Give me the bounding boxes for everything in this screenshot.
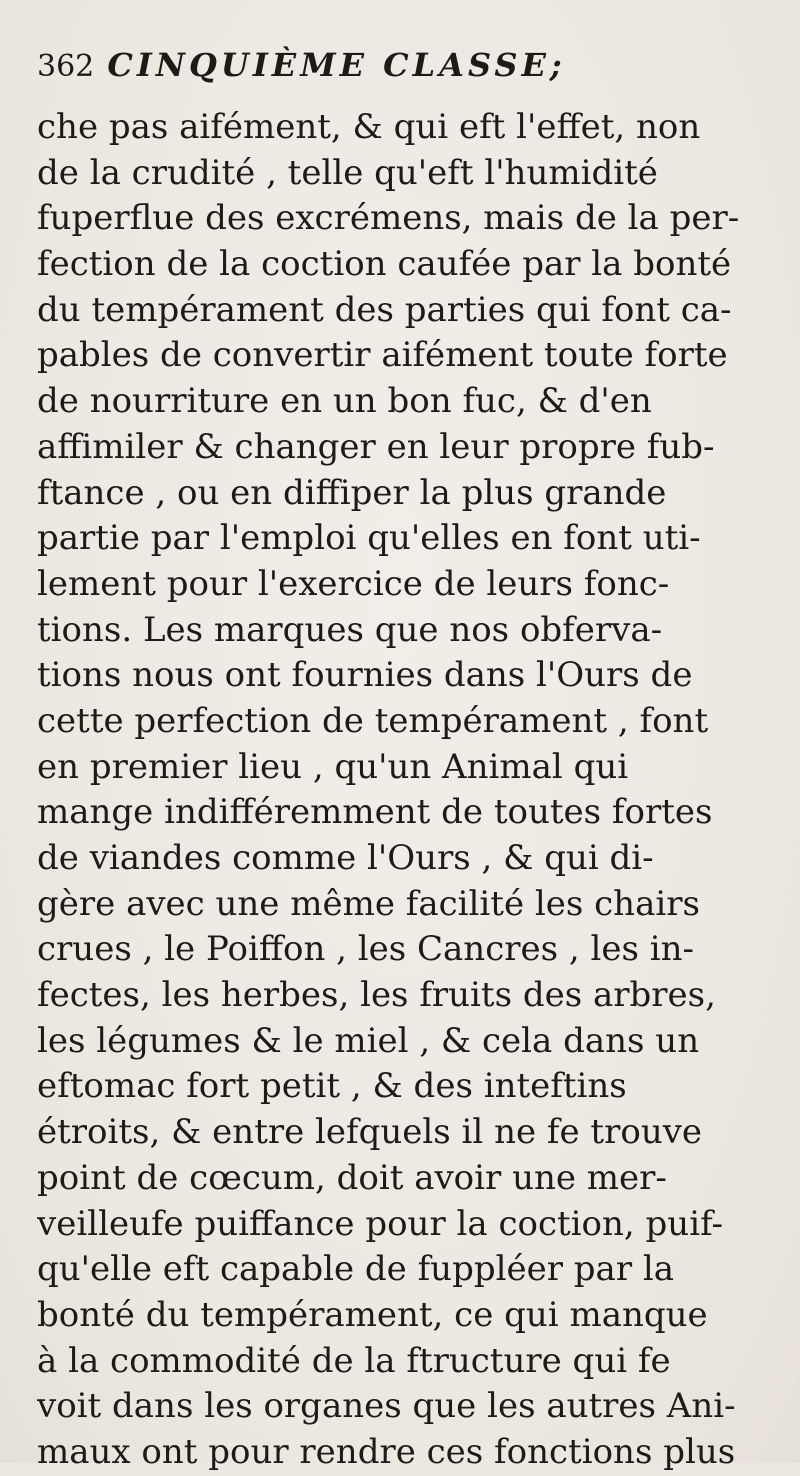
text-line: tions. Les marques que nos obferva-: [37, 609, 663, 650]
text-line: qu'elle eft capable de fuppléer par la: [37, 1249, 675, 1290]
body-text: [37, 105, 797, 1476]
text-line: bonté du tempérament, ce qui manque: [37, 1294, 708, 1335]
running-title: CINQUIÈME CLASSE;: [107, 46, 566, 84]
text-line: en premier lieu , qu'un Animal qui: [37, 746, 629, 787]
text-line: maux ont pour rendre ces fonctions plus: [37, 1431, 736, 1472]
page-number: 362: [37, 49, 95, 84]
text-line: mange indifféremment de toutes fortes: [37, 792, 713, 833]
text-line: de viandes comme l'Ours , & qui di-: [37, 838, 654, 878]
text-line: affimiler & changer en leur propre fub-: [37, 426, 715, 467]
text-line: eftomac fort petit , & des inteftins: [37, 1066, 627, 1107]
text-line: cette perfection de tempérament , font: [37, 700, 709, 741]
text-line: de nourriture en un bon fuc, & d'en: [37, 381, 652, 422]
text-line: fuperflue des excrémens, mais de la per-: [37, 198, 740, 239]
text-line: les légumes & le miel , & cela dans un: [37, 1020, 700, 1061]
text-line: fection de la coction caufée par la bonté: [37, 244, 732, 285]
page-header: [37, 46, 777, 106]
text-line: à la commodité de la ftructure qui fe: [37, 1340, 671, 1381]
text-line: ftance , ou en diffiper la plus grande: [37, 472, 667, 513]
text-line: che pas aifément, & qui eft l'effet, non: [37, 107, 701, 147]
text-line: crues , le Poiffon , les Cancres , les in-: [37, 929, 695, 970]
text-line: point de cœcum, doit avoir une mer-: [37, 1157, 667, 1198]
text-line: lement pour l'exercice de leurs fonc-: [37, 563, 670, 604]
text-line: étroits, & entre lefquels il ne fe trouve: [37, 1112, 703, 1153]
text-line: de la crudité , telle qu'eft l'humidité: [37, 152, 658, 193]
text-line: fectes, les herbes, les fruits des arbres,: [37, 975, 716, 1016]
text-line: veilleufe puiffance pour la coction, puif-: [37, 1203, 723, 1244]
text-line: pables de convertir aifément toute forte: [37, 335, 728, 376]
text-line: voit dans les organes que les autres Ani-: [37, 1386, 736, 1427]
text-line: tions nous ont fournies dans l'Ours de: [37, 655, 693, 696]
text-line: partie par l'emploi qu'elles en font uti-: [37, 518, 701, 559]
text-line: gère avec une même facilité les chairs: [37, 883, 700, 924]
text-line: du tempérament des parties qui font ca-: [37, 289, 732, 330]
